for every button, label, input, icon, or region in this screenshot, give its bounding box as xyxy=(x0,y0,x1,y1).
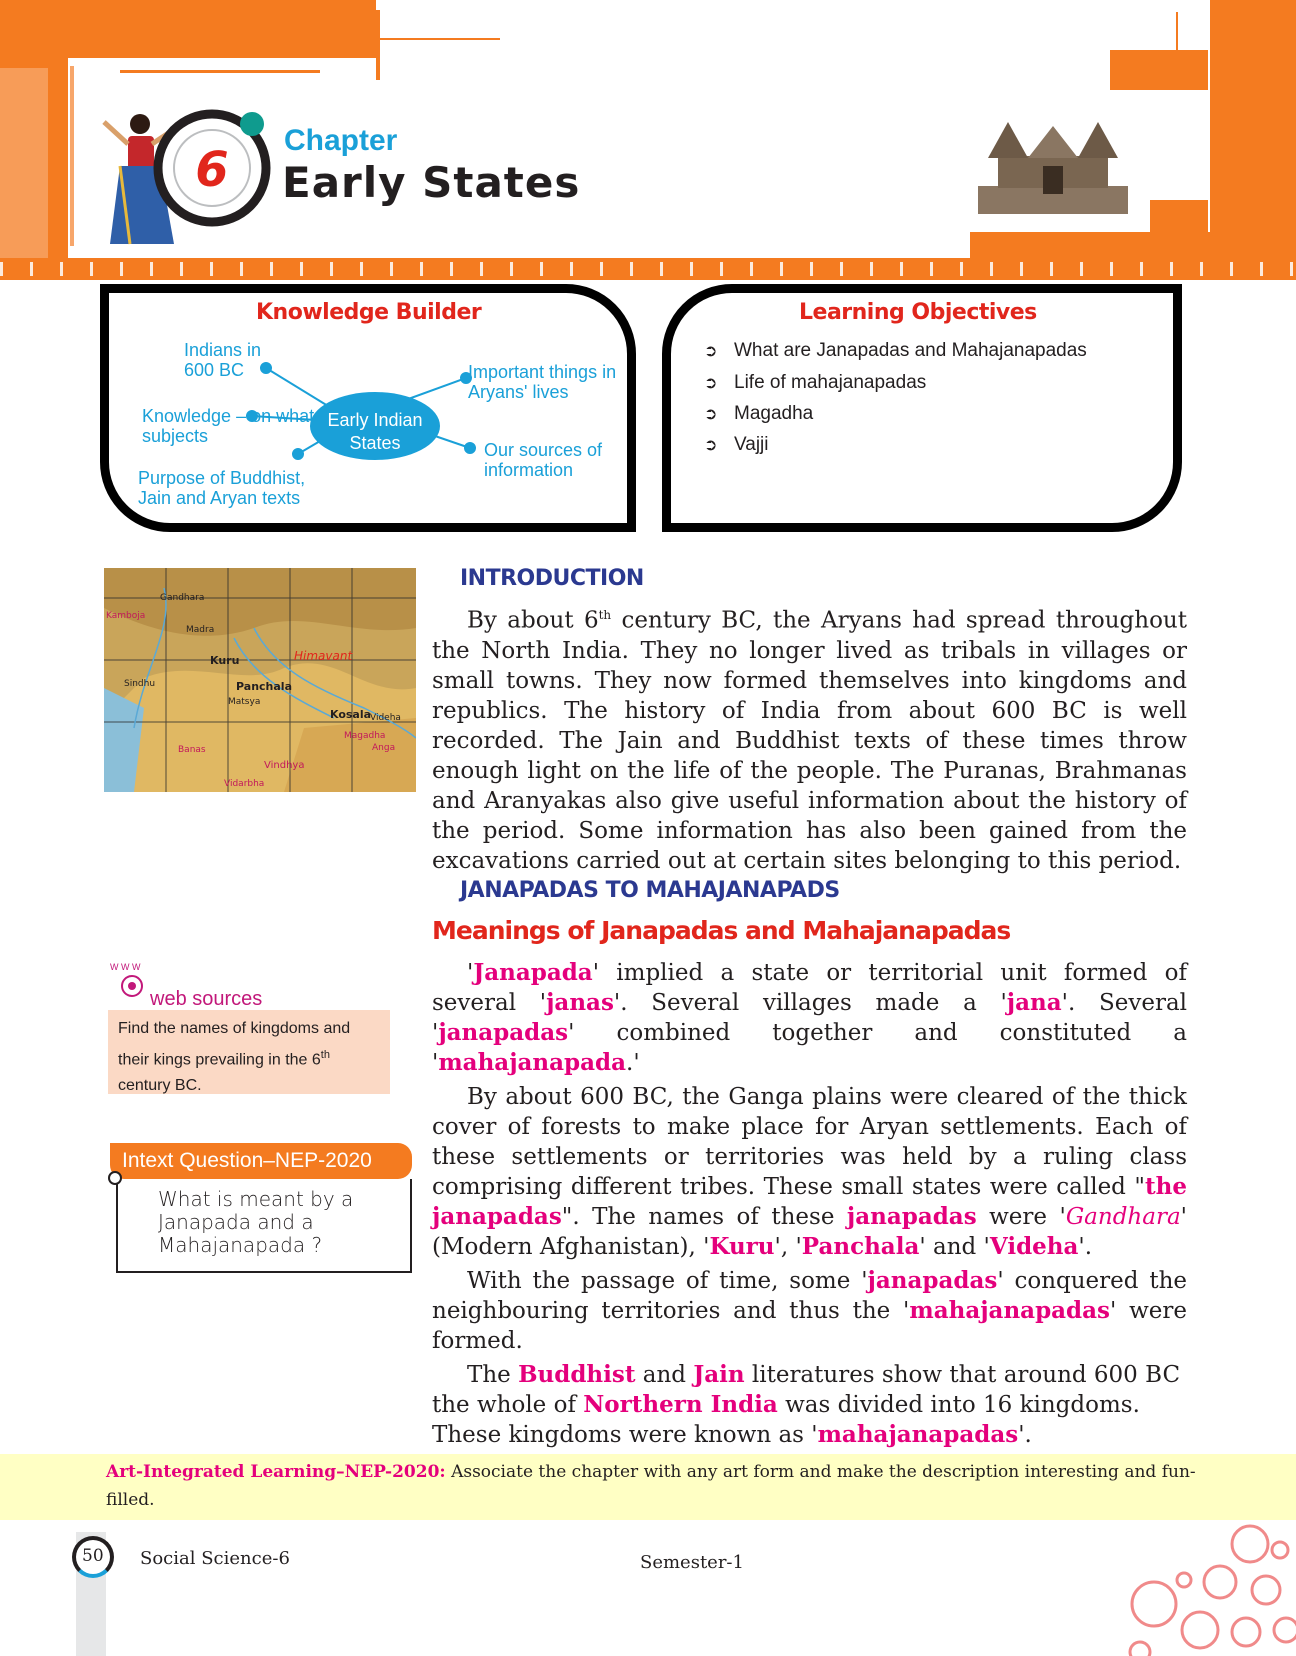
meanings-subheading: Meanings of Janapadas and Mahajanapadas xyxy=(432,916,1011,945)
map-label: Himavant xyxy=(294,649,353,663)
temple-illustration xyxy=(968,116,1138,216)
paragraph-janapada-meaning: 'Janapada' implied a state or territorial unit formed of several 'janas'. Several villages made a 'jana'. Several 'janapadas' combined together and constituted a 'mahajanapada.' xyxy=(432,959,1188,1076)
introduction-heading: INTRODUCTION xyxy=(460,566,644,591)
map-label: Vindhya xyxy=(264,760,305,771)
chapter-title: Early States xyxy=(282,158,581,207)
art-integrated-note: Art-Integrated Learning–NEP-2020: Associate the chapter with any art form and make the description interesting and fun-filled. xyxy=(106,1462,1196,1510)
objective-item: Vajji xyxy=(734,434,769,455)
paragraph-sixteen-kingdoms: The Buddhist and Jain literatures show that around 600 BC the whole of Northern India was divided into 16 kingdoms. These kingdoms were known as 'mahajanapadas'. xyxy=(432,1361,1181,1448)
chapter-label: Chapter xyxy=(284,124,398,157)
branch-purpose-texts: Purpose of Buddhist, Jain and Aryan texts xyxy=(138,468,306,508)
introduction-paragraph: By about 6th century BC, the Aryans had spread throughout the North India. They no longer lived as tribals in villages or small towns. They now formed themselves into kingdoms and republics. The history of India from about 600 BC is well recorded. The Jain and Buddhist texts of these times throw enough light on the life of the people. The Puranas, Brahmanas and Aranyakas also give useful information about the history of the period. Some information has also been gained from the excavations carried out at certain sites belonging to this period. xyxy=(432,607,1187,874)
web-sources-title: web sources xyxy=(150,988,263,1010)
objective-item: Magadha xyxy=(734,403,814,424)
bullet-arrow-icon: ➲ xyxy=(704,341,718,360)
map-label: Anga xyxy=(372,743,396,753)
map-label: Videha xyxy=(370,713,401,723)
book-title: Social Science-6 xyxy=(140,1548,290,1569)
decorative-circles xyxy=(1120,1520,1296,1656)
paragraph-passage-of-time: With the passage of time, some 'janapadas' conquered the neighbouring territories and thus the 'mahajanapadas' were formed. xyxy=(432,1267,1187,1354)
intext-question-title: Intext Question–NEP-2020 xyxy=(110,1143,412,1179)
objective-item: Life of mahajanapadas xyxy=(734,372,927,393)
page-number: 50 xyxy=(82,1546,104,1566)
janapadas-paragraphs xyxy=(432,958,1187,1450)
paragraph-ganga-plains: By about 600 BC, the Ganga plains were cleared of the thick cover of forests to make place for Aryan settlements. Each of these settlements or territories was held by a ruling class comprising different tribes. These small states were called "the janapadas". The names of these janapadas were 'Gandhara' (Modern Afghanistan), 'Kuru', 'Panchala' and 'Videha'. xyxy=(432,1084,1187,1260)
map-label: Vidarbha xyxy=(224,779,265,789)
branch-indians: Indians in 600 BC xyxy=(184,340,262,380)
branch-sources: Our sources of information xyxy=(484,440,603,480)
map-label: Matsya xyxy=(228,697,261,707)
semester-label: Semester-1 xyxy=(640,1552,744,1573)
map-label: Banas xyxy=(178,745,206,755)
web-sources-box: Find the names of kingdoms and their kings prevailing in the 6th century BC. xyxy=(108,1010,390,1094)
chapter-badge xyxy=(148,104,276,232)
bullet-arrow-icon: ➲ xyxy=(704,435,718,454)
www-label: W W W xyxy=(110,962,141,972)
knowledge-builder-title: Knowledge Builder xyxy=(256,300,482,325)
ancient-india-map xyxy=(104,568,416,792)
map-label: Kamboja xyxy=(106,611,146,621)
janapadas-heading: JANAPADAS TO MAHAJANAPADS xyxy=(460,878,840,903)
bullet-arrow-icon: ➲ xyxy=(704,373,718,392)
intext-question-text: What is meant by a Janapada and a Mahajanapada ? xyxy=(158,1187,354,1257)
chapter-number: 6 xyxy=(195,142,229,198)
map-label: Kosala xyxy=(330,708,372,721)
header-band-pattern xyxy=(0,262,1296,276)
map-label: Kuru xyxy=(210,654,240,667)
branch-aryans-lives: Important things in Aryans' lives xyxy=(468,362,617,402)
intext-pin-icon xyxy=(108,1171,122,1185)
map-label: Sindhu xyxy=(124,679,156,689)
mind-map-center: Early Indian States xyxy=(327,410,423,453)
learning-objectives-title: Learning Objectives xyxy=(799,300,1037,325)
branch-knowledge: Knowledge – on what subjects xyxy=(142,406,315,446)
bullet-arrow-icon: ➲ xyxy=(704,404,718,423)
map-label: Panchala xyxy=(236,680,292,693)
map-label: Madra xyxy=(186,625,215,635)
map-label: Gandhara xyxy=(160,593,205,603)
objective-item: What are Janapadas and Mahajanapadas xyxy=(734,340,1087,361)
map-label: Magadha xyxy=(344,731,386,741)
